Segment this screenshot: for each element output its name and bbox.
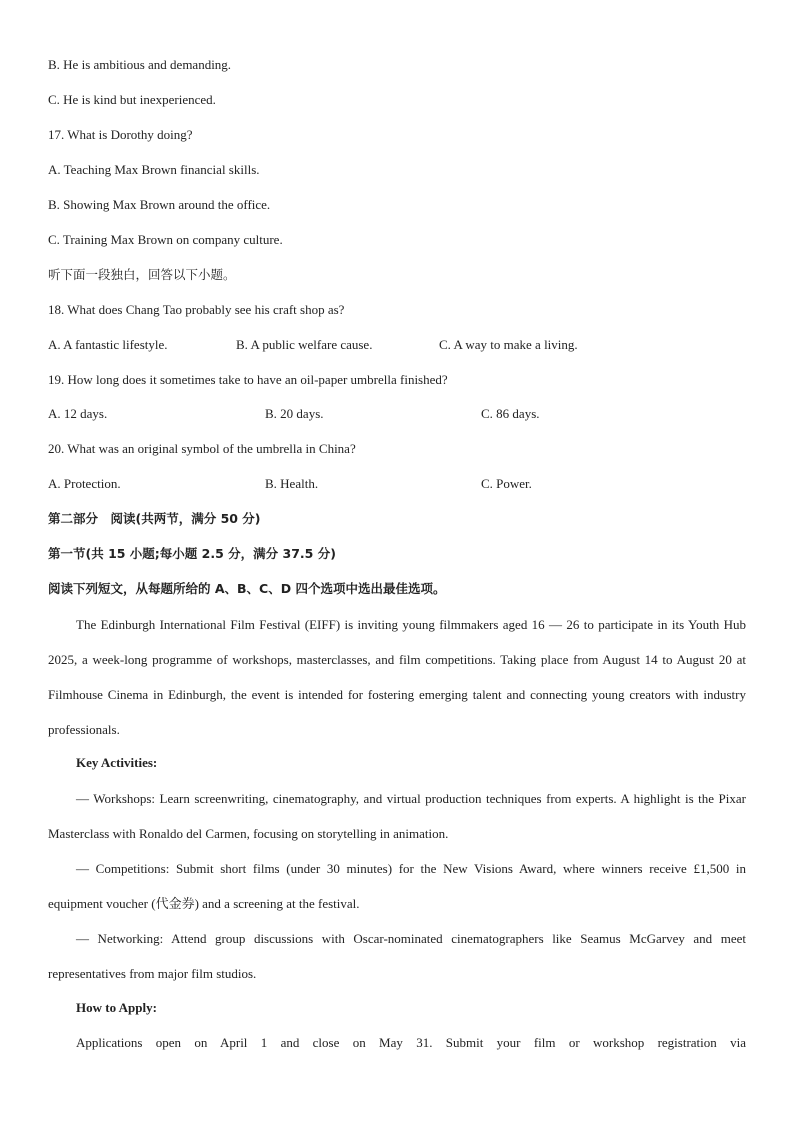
q17-option-b: B. Showing Max Brown around the office. — [48, 197, 271, 212]
q16-option-b: B. He is ambitious and demanding. — [48, 57, 232, 72]
q19-option-b: B. 20 days. — [265, 406, 324, 421]
networking-paragraph: — Networking: Attend group discussions with Oscar-nominated cinematographers like Seamus McGarvey and meet representatives from major film studios. — [48, 931, 746, 981]
q18-option-a: A. A fantastic lifestyle. — [48, 337, 168, 352]
q18-question: 18. What does Chang Tao probably see his craft shop as? — [48, 302, 345, 317]
competitions-paragraph: — Competitions: Submit short films (under 30 minutes) for the New Visions Award, where winners receive £1,500 in equipment voucher (代金券) and a screening at the festival. — [48, 861, 746, 911]
q19-option-a: A. 12 days. — [48, 406, 108, 421]
key-activities-heading: Key Activities: — [76, 755, 158, 770]
reading-instruction: 阅读下列短文，从每题所给的 A、B、C、D 四个选项中选出最佳选项。 — [48, 581, 446, 596]
q19-question: 19. How long does it sometimes take to have an oil-paper umbrella finished? — [48, 372, 448, 387]
apply-paragraph: Applications open on April 1 and close on May 31. Submit your film or workshop registration via — [76, 1035, 746, 1050]
section1-heading: 第一节(共 15 小题;每小题 2.5 分，满分 37.5 分) — [48, 546, 336, 561]
passage-intro: The Edinburgh International Film Festival (EIFF) is inviting young filmmakers aged 16 — 26 to participate in its Youth Hub 2025, a week-long programme of workshops, masterclasses, and film competitions. Taking place from August 14 to August 20 at Filmhouse Cinema in Edinburgh, the event is intended for fostering emerging talent and connecting young creators with industry professionals. — [48, 617, 746, 737]
q20-option-c: C. Power. — [481, 476, 532, 491]
q16-option-c: C. He is kind but inexperienced. — [48, 92, 216, 107]
q17-question: 17. What is Dorothy doing? — [48, 127, 193, 142]
q17-option-c: C. Training Max Brown on company culture. — [48, 232, 283, 247]
workshops-paragraph: — Workshops: Learn screenwriting, cinematography, and virtual production techniques from experts. A highlight is the Pixar Masterclass with Ronaldo del Carmen, focusing on storytelling in animation. — [48, 791, 746, 841]
q20-option-a: A. Protection. — [48, 476, 121, 491]
q19-option-c: C. 86 days. — [481, 406, 540, 421]
q18-option-b: B. A public welfare cause. — [236, 337, 373, 352]
q18-option-c: C. A way to make a living. — [439, 337, 578, 352]
monologue-instruction: 听下面一段独白，回答以下小题。 — [48, 267, 236, 282]
part2-heading: 第二部分 阅读(共两节，满分 50 分) — [48, 511, 261, 526]
how-to-apply-heading: How to Apply: — [76, 1000, 157, 1015]
q20-question: 20. What was an original symbol of the umbrella in China? — [48, 441, 356, 456]
q17-option-a: A. Teaching Max Brown financial skills. — [48, 162, 260, 177]
q20-option-b: B. Health. — [265, 476, 319, 491]
